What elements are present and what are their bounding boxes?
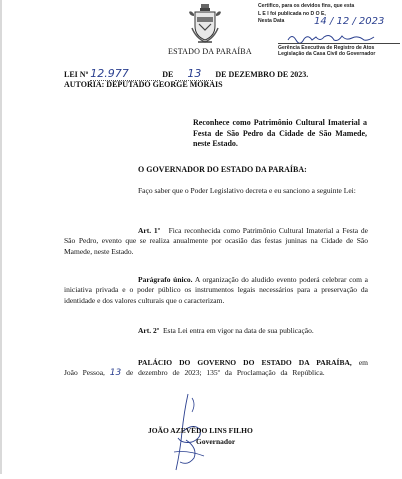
closing-palace: PALÁCIO DO GOVERNO DO ESTADO DA PARAÍBA, (138, 358, 352, 367)
cert-date-handwritten: 14 / 12 / 2023 (314, 16, 385, 27)
law-day-handwritten: 13 (187, 67, 202, 80)
cert-line-2: L E I foi publicada no D O E, (258, 10, 326, 17)
closing-date: de dezembro de 2023; 135º da Proclamação da República. (126, 368, 325, 378)
governor-role: Governador (196, 437, 236, 446)
closing-paragraph (64, 358, 368, 379)
paragraph-unico-text: A organização do aludido evento poderá celebrar com a iniciativa privada e o poder público os instrumentos legais necessários para a preservação da identidade e dos valores culturais que o caracterizam. (64, 275, 369, 305)
cert-registry-line-2: Legislação da Casa Civil do Governador (278, 51, 376, 57)
article-2 (64, 326, 368, 336)
governor-decree-heading: O GOVERNADOR DO ESTADO DA PARAÍBA: (138, 165, 307, 174)
law-prefix: LEI Nº (64, 70, 89, 79)
state-name: ESTADO DA PARAÍBA (168, 47, 252, 56)
article-1 (64, 226, 368, 257)
law-authorship: AUTORIA: DEPUTADO GEORGE MORAIS (64, 80, 223, 89)
article-2-text: Esta Lei entra em vigor na data de sua publicação. (162, 326, 314, 335)
law-de: DE (162, 70, 174, 79)
article-1-label: Art. 1º (138, 226, 161, 235)
cert-date-label: Nesta Data (258, 18, 285, 25)
paraiba-coat-of-arms-icon (188, 4, 222, 49)
cert-registry-line-1: Gerência Executiva de Registro de Atos (278, 45, 375, 51)
cert-registry (258, 45, 400, 57)
publication-certificate-stamp (258, 3, 400, 57)
article-1-text: Fica reconhecida como Patrimônio Cultural Imaterial a Festa de São Pedro, evento que se realiza anualmente por ocasião das festas juninas na Cidade de São Mamede, neste Estado. (64, 226, 368, 256)
page-edge (0, 0, 2, 474)
article-2-label: Art. 2º (138, 326, 160, 335)
closing-day-handwritten: 13 (109, 368, 122, 379)
cert-signature-line (278, 43, 400, 44)
law-number-handwritten: 12.977 (90, 67, 129, 80)
law-date-suffix: DE DEZEMBRO DE 2023. (215, 70, 309, 79)
governor-name: JOÃO AZEVÊDO LINS FILHO (148, 426, 253, 435)
law-ementa: Reconhece como Patrimônio Cultural Imaterial a Festa de São Pedro da Cidade de São Mamede, neste Estado. (193, 118, 367, 149)
paragraph-unico-label: Parágrafo único. (138, 275, 193, 284)
intro-paragraph: Faço saber que o Poder Legislativo decreta e eu sanciono a seguinte Lei: (138, 186, 356, 195)
law-number-line (64, 67, 308, 81)
law-day-blank (175, 67, 213, 81)
governor-signature (158, 392, 228, 479)
cert-line-1: Certifico, para os devidos fins, que esta (258, 3, 355, 9)
paragraph-unico (64, 275, 368, 306)
law-number-blank (90, 67, 160, 81)
closing-city: em João Pessoa, (64, 358, 368, 378)
